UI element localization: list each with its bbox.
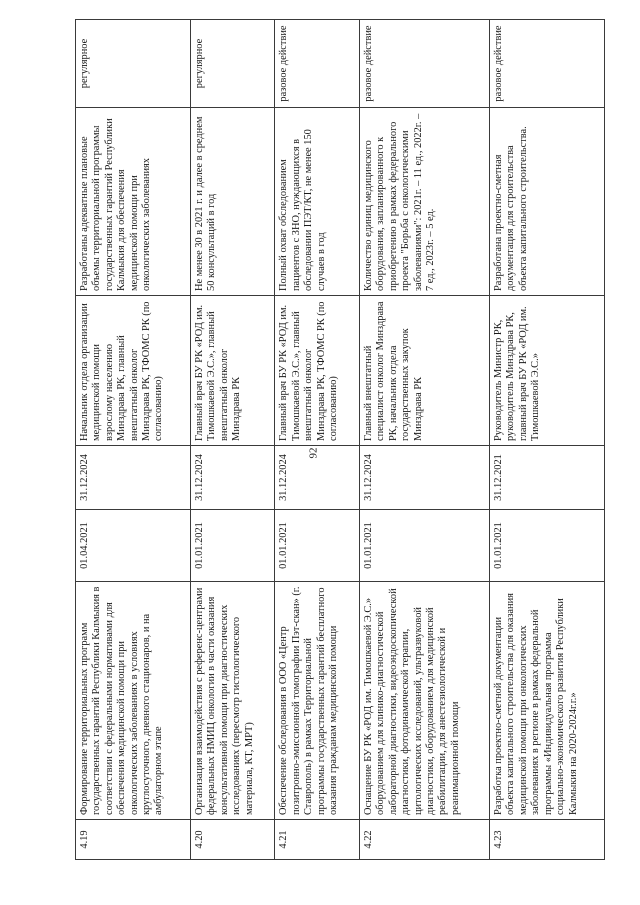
- frequency-cell: разовое действие: [359, 20, 489, 108]
- table-row: [490, 20, 605, 860]
- end-date-cell: 31.12.2024: [275, 446, 360, 510]
- event-cell: Разработка проектно-сметной документации объекта капитального строительства для оказания медицинской помощи при онкологических заболеваниях в регионе в рамках федеральной программы «Индивидуальная программа социально-экономического развития Республики Калмыкия на 2020-2024г.г.»: [490, 582, 605, 820]
- start-date-cell: 01.01.2021: [275, 510, 360, 582]
- row-number: 4.22: [359, 820, 489, 860]
- result-cell: Разработаны адекватные плановые объемы территориальной программы государственных гарантий Республики Калмыкия для обеспечения медицинской помощи при онкологических заболеваниях: [76, 108, 191, 296]
- frequency-cell: разовое действие: [490, 20, 605, 108]
- result-cell: Не менее 30 в 2021 г. и далее в среднем 50 консультаций в год: [190, 108, 275, 296]
- result-cell: Количество единиц медицинского оборудования, запланированного к приобретению в рамках федерального проекта "Борьба с онкологическими заболеваниями": 2021г. – 11 ед., 2022г. – 7 ед., 2023г. – 5 ед.: [359, 108, 489, 296]
- event-cell: Организация взаимодействия с референс-центрами федеральных НМИЦ онкологии в части оказания консультативной помощи при диагностических исследованиях (пересмотр гистологического материала, КТ, МРТ): [190, 582, 275, 820]
- result-cell: Разработана проектно-сметная документация для строительства объекта капитального строительства.: [490, 108, 605, 296]
- start-date-cell: 01.01.2021: [190, 510, 275, 582]
- result-cell: Полный охват обследованием пациентов с ЗНО, нуждающихся в обследовании ПЭТ/КТ, не менее 150 случаев в год: [275, 108, 360, 296]
- measures-table: [75, 19, 605, 860]
- end-date-cell: 31.12.2024: [359, 446, 489, 510]
- event-cell: Обеспечение обследования в ООО «Центр позитронно-эмиссионной томографии Пэт-скан» (г. Ставрополь) в рамках Территориальной программы государственных гарантий бесплатного оказания гражданам медицинской помощи: [275, 582, 360, 820]
- table-row: [359, 20, 489, 860]
- rotated-table-wrapper: [75, 20, 605, 860]
- frequency-cell: регулярное: [76, 20, 191, 108]
- event-cell: Оснащение БУ РК «РОД им. Тимошкаевой Э.С.» оборудованием для клинико-диагностической лабораторной диагностики, видеоэндоскопической диагностики, фотодинамической терапии, цитологических исследований, ультразвуковой диагностики, оборудованием для медицинской реабилитации, для анестезиологической и реанимационной помощи: [359, 582, 489, 820]
- end-date-cell: 31.12.2024: [190, 446, 275, 510]
- end-date-cell: 31.12.2021: [490, 446, 605, 510]
- row-number: 4.23: [490, 820, 605, 860]
- start-date-cell: 01.01.2021: [359, 510, 489, 582]
- frequency-cell: разовое действие: [275, 20, 360, 108]
- start-date-cell: 01.04.2021: [76, 510, 191, 582]
- table-row: [76, 20, 191, 860]
- responsible-cell: Главный врач БУ РК «РОД им. Тимошкаевой Э.С.», главный внештатный онколог Минздрава РК: [190, 296, 275, 446]
- responsible-cell: Начальник отдела организации медицинской помощи взрослому населению Минздрава РК, главный внештатный онколог Минздрава РК, ТФОМС РК (по согласованию): [76, 296, 191, 446]
- frequency-cell: регулярное: [190, 20, 275, 108]
- responsible-cell: Главный врач БУ РК «РОД им. Тимошкаевой Э.С.», главный внештатный онколог Минздрава РК, ТФОМС РК (по согласованию): [275, 296, 360, 446]
- table-row: [190, 20, 275, 860]
- row-number: 4.19: [76, 820, 191, 860]
- responsible-cell: Главный внештатный специалист онколог Минздрава РК, начальник отдела государственных закупок Минздрава РК: [359, 296, 489, 446]
- row-number: 4.21: [275, 820, 360, 860]
- table-row: [275, 20, 360, 860]
- start-date-cell: 01.01.2021: [490, 510, 605, 582]
- page-number: 92: [307, 447, 320, 459]
- responsible-cell: Руководитель Министр РК, руководитель Минздрава РК, главный врач БУ РК «РОД им. Тимошкаевой Э.С.»: [490, 296, 605, 446]
- row-number: 4.20: [190, 820, 275, 860]
- event-cell: Формирование территориальных программ государственных гарантий Республики Калмыкия в соответствии с федеральными нормативами для обеспечения медицинской помощи при онкологических заболеваниях в условиях круглосуточного, дневного стационаров, и на амбулаторном этапе: [76, 582, 191, 820]
- end-date-cell: 31.12.2024: [76, 446, 191, 510]
